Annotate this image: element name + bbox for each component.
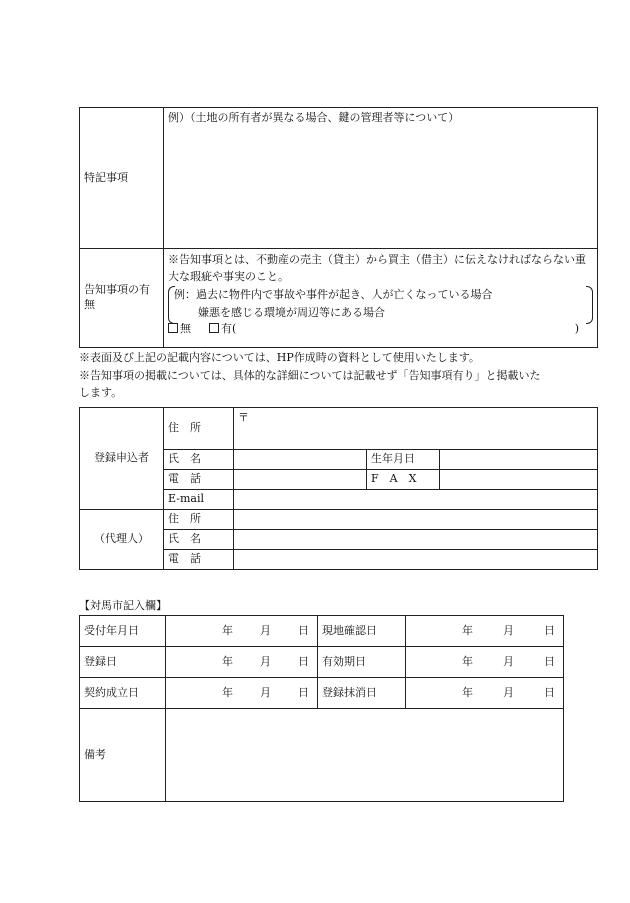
- applicant-table: [79, 407, 598, 570]
- month-label: 月: [503, 623, 514, 637]
- option-yes-checkbox[interactable]: [209, 321, 236, 336]
- city-row: [80, 678, 564, 709]
- applicant-fax-field[interactable]: [440, 470, 598, 490]
- remarks-label: 備考: [80, 709, 166, 802]
- postal-mark: 〒: [238, 411, 249, 424]
- special-notes-field[interactable]: [164, 108, 598, 249]
- applicant-name-field[interactable]: [234, 450, 367, 470]
- applicant-fax-label: F A X: [367, 470, 440, 490]
- notice-example-prefix: 例：: [174, 288, 196, 302]
- city-row-left-date[interactable]: [166, 616, 318, 647]
- remarks-field[interactable]: [166, 709, 564, 802]
- month-label: 月: [260, 685, 271, 699]
- agent-name-label: 氏 名: [164, 530, 234, 550]
- special-notes-label: 特記事項: [80, 108, 164, 249]
- day-label: 日: [544, 654, 555, 668]
- checkbox-icon: [209, 323, 219, 333]
- year-label: 年: [462, 623, 473, 637]
- applicant-email-label: E-mail: [164, 490, 234, 510]
- notice-label: 告知事項の有無: [80, 249, 164, 348]
- city-row-left-label: 受付年月日: [80, 616, 166, 647]
- day-label: 日: [298, 623, 309, 637]
- city-row-left-label: 契約成立日: [80, 678, 166, 709]
- city-row-right-label: 登録抹消日: [318, 678, 406, 709]
- year-label: 年: [462, 685, 473, 699]
- notice-field[interactable]: [164, 249, 598, 348]
- city-row-right-date[interactable]: [406, 647, 564, 678]
- city-row-left-date[interactable]: [166, 678, 318, 709]
- city-row-right-date[interactable]: [406, 616, 564, 647]
- applicant-birth-field[interactable]: [440, 450, 598, 470]
- city-row: [80, 647, 564, 678]
- applicant-phone-label: 電 話: [164, 470, 234, 490]
- agent-section-label: （代理人）: [80, 510, 164, 570]
- bracket-right: [586, 286, 593, 324]
- city-table: [79, 615, 564, 802]
- notice-example-1: 過去に物件内で事故や事件が起き、人が亡くなっている場合: [196, 288, 493, 302]
- bracket-left: [168, 286, 175, 324]
- agent-phone-label: 電 話: [164, 550, 234, 570]
- applicant-phone-field[interactable]: [234, 470, 367, 490]
- city-row-right-label: 有効期日: [318, 647, 406, 678]
- year-label: 年: [222, 654, 233, 668]
- city-row-right-date[interactable]: [406, 678, 564, 709]
- month-label: 月: [260, 623, 271, 637]
- applicant-name-label: 氏 名: [164, 450, 234, 470]
- option-yes-close: ): [574, 322, 579, 336]
- month-label: 月: [260, 654, 271, 668]
- month-label: 月: [503, 654, 514, 668]
- special-notes-example: 例）（土地の所有者が異なる場合、鍵の管理者等について）: [168, 111, 460, 124]
- month-label: 月: [503, 685, 514, 699]
- city-row-left-label: 登録日: [80, 647, 166, 678]
- option-none-label: 無: [180, 322, 191, 336]
- notice-description: ※告知事項とは、不動産の売主（貸主）から買主（借主）に伝えなければならない重大な瑕疵や事実のこと。: [168, 253, 586, 284]
- agent-address-field[interactable]: [234, 510, 598, 530]
- applicant-birth-label: 生年月日: [367, 450, 440, 470]
- city-row-right-label: 現地確認日: [318, 616, 406, 647]
- day-label: 日: [544, 685, 555, 699]
- day-label: 日: [298, 654, 309, 668]
- city-section-heading: 【対馬市記入欄】: [79, 599, 167, 612]
- year-label: 年: [222, 685, 233, 699]
- day-label: 日: [544, 623, 555, 637]
- note-line-1: ※表面及び上記の記載内容については、HP作成時の資料として使用いたします。: [79, 351, 480, 364]
- day-label: 日: [298, 685, 309, 699]
- city-row: [80, 616, 564, 647]
- notice-example-2: 嫌悪を感じる環境が周辺等にある場合: [198, 305, 385, 319]
- year-label: 年: [222, 623, 233, 637]
- note-line-2: ※告知事項の掲載については、具体的な詳細については記載せず「告知事項有り」と掲載いた: [79, 368, 541, 382]
- option-yes-label: 有(: [221, 322, 237, 336]
- property-notes-table: [79, 107, 598, 348]
- applicant-address-label: 住 所: [164, 408, 234, 450]
- agent-name-field[interactable]: [234, 530, 598, 550]
- city-row-left-date[interactable]: [166, 647, 318, 678]
- applicant-address-field[interactable]: [234, 408, 598, 450]
- agent-phone-field[interactable]: [234, 550, 598, 570]
- agent-address-label: 住 所: [164, 510, 234, 530]
- notes-block: [79, 349, 599, 402]
- year-label: 年: [462, 654, 473, 668]
- checkbox-icon: [168, 323, 178, 333]
- applicant-email-field[interactable]: [234, 490, 598, 510]
- applicant-section-label: 登録申込者: [80, 408, 164, 510]
- note-line-3: します。: [79, 386, 123, 400]
